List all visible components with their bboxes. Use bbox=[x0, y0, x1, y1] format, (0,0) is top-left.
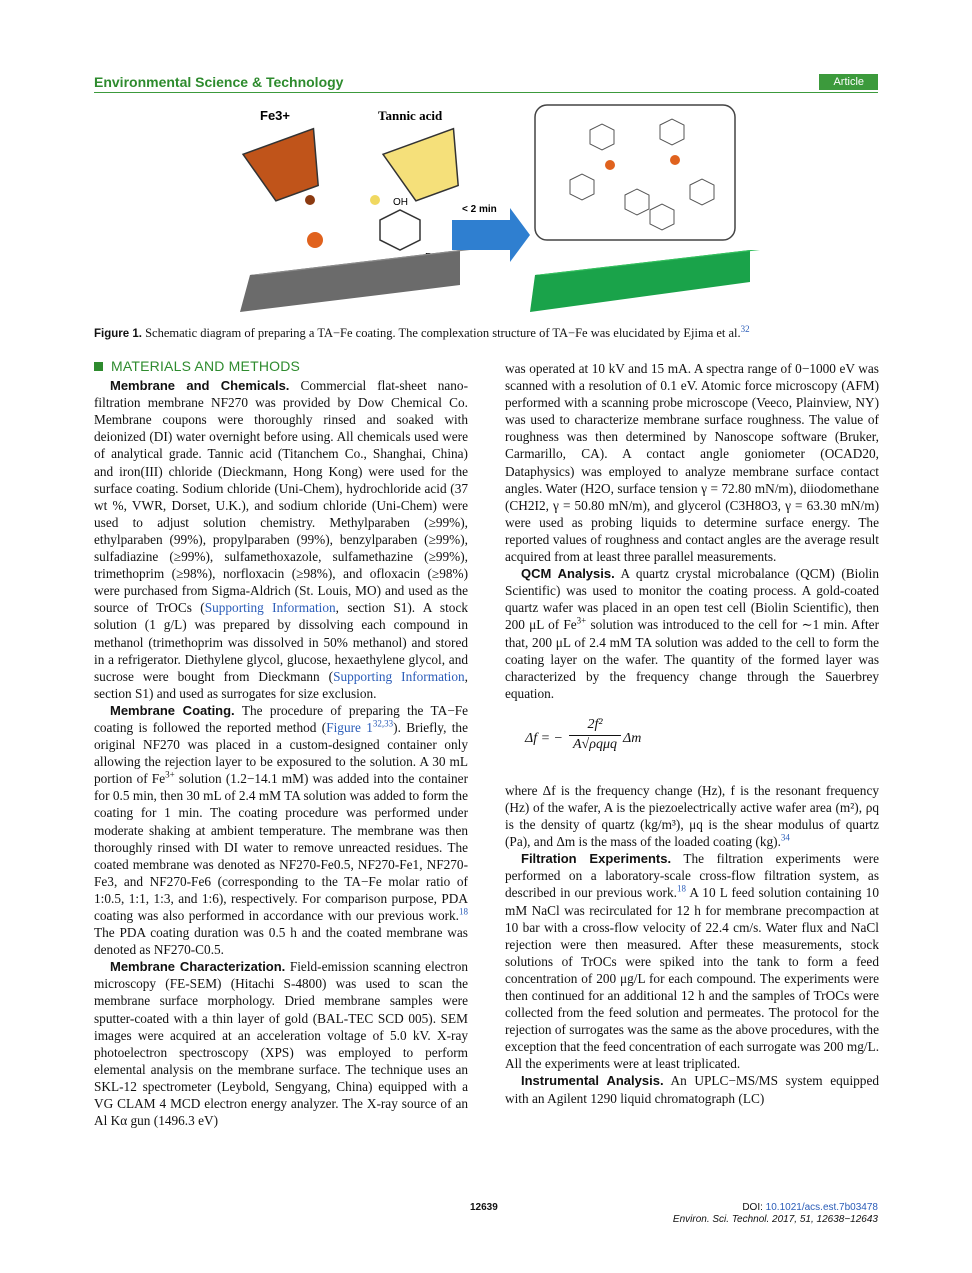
equation-numerator: 2f² bbox=[569, 716, 621, 736]
ta-ring bbox=[380, 210, 420, 250]
paragraph-qcm: QCM Analysis. A quartz crystal microbalance (QCM) (Biolin Scientific) was used to monitor the coating process. A gold-coated quartz wafer was placed in an open test cell (Biolin Scientific), then 200 μL of $Fe^{3+}$ solution was introduced to the cell for ∼1 min. After that, 200 μL of 2.4 mM TA solution was added to the cell to form the coating layer on the wafer. The quantity of the formed layer was characterized by the frequency change through the Sauerbrey equation. bbox=[505, 566, 880, 701]
section-square-icon bbox=[94, 362, 103, 371]
equation-rhs: Δm bbox=[623, 730, 642, 746]
paragraph-equation-terms: where Δf is the frequency change (Hz), f is the resonant frequency (Hz) of the wafer, A is the piezoelectrically active wafer area (m²), ρq is the density of quartz (kg/m³), μq is the shear modulus of quartz (Pa), and Δm is the mass of the loaded coating (kg).$^{34}$ bbox=[505, 782, 879, 850]
paragraph-membrane-characterization: Membrane Characterization. Field-emission scanning electron microscopy (FE-SEM) (Hitachi S-4800) was used to scan the membrane surface morphology. Dried membrane samples were sputter-coated with a thin layer of gold (BAL-TEC SCD 005). SEM images were acquired at an acceleration voltage of 5.0 kV. X-ray photoelectron spectroscopy (XPS) was employed to perform elemental analysis on the membrane surface. The technique uses an SKL-12 spectrometer (Leybold, Sengyang, China) equipped with a VG CLAM 4 MCD electron energy analyzer. The X-ray source of an Al Kα gun (1496.3 eV) bbox=[94, 959, 468, 1129]
fe-ion-circle bbox=[307, 232, 323, 248]
ref-18[interactable]: 18 bbox=[459, 906, 468, 917]
paragraph-filtration: Filtration Experiments. The filtration experiments were performed on a laboratory-scale cross-flow filtration system, as described in our previous work.$^{18}$ A 10 L feed solution containing 10 mM NaCl was recirculated for 12 h for membrane precompaction at 10 bar with a cross-flow velocity of 22.4 cm/s. Water flux and NaCl rejection were then measured. After these measurements, stock solutions of TrOCs were spiked into the tank to form a feed concentration of 200 μg/L for each compound. The experiments were then continued for an additional 12 h and the samples of TrOCs were collected from the feed solution and permeates. The protocol for the rejection of surrogates was the same as the above procedures, with the exception that the feed concentration of each surrogate was 200 mg/L. All the experiments were at least triplicated. bbox=[505, 851, 880, 1072]
sauerbrey-equation bbox=[505, 716, 879, 764]
fe-beaker bbox=[243, 129, 332, 206]
ref-34[interactable]: 34 bbox=[780, 832, 790, 843]
page-number: 12639 bbox=[470, 1202, 498, 1213]
equation-denominator: A√ρqμq bbox=[573, 736, 617, 752]
journal-title: Environmental Science & Technology bbox=[94, 74, 344, 90]
ref-32-33[interactable]: 32,33 bbox=[372, 718, 394, 729]
paragraph-membrane-coating: Membrane Coating. The procedure of preparing the TA−Fe coating is followed the reported method (Figure 1$^{32,33}$). Briefly, the original NF270 was placed in a custom-designed container only allowing the rejection layer to be exposured to the solution. A 30 mL portion of $Fe^{3+}$ solution (1.2−14.1 mM) was added into the container for 0.5 min, then 30 mL of 2.4 mM TA solution was added to form the coating for 1 min. The coating procedure was performed under moderate shaking at ambient temperature. The membrane was then thoroughly rinsed with DI water to remove unreacted residues. The coated membrane was denoted as NF270-Fe0.5, NF270-Fe1, NF270-Fe3, and NF270-Fe6 (corresponding to the TA−Fe molar ratio of 1:0.5, 1:1, 1:3, and 1:6), respectively. For comparison purpose, PDA coating was also performed in accordance with our previous work.$^{18}$ The PDA coating duration was 0.5 h and the coated membrane was denoted as NF270-C0.5. bbox=[94, 702, 468, 958]
tannic-beaker bbox=[370, 129, 472, 206]
fe-label: Fe3+ bbox=[260, 108, 290, 123]
equation-lhs: Δf = − bbox=[525, 730, 564, 746]
membrane-substrate bbox=[240, 250, 460, 312]
figure-caption bbox=[94, 323, 878, 342]
figure-label: Figure 1. bbox=[94, 328, 142, 340]
figure-1-link[interactable]: Figure 1 bbox=[326, 719, 373, 735]
time-label: < 2 min bbox=[462, 204, 497, 215]
page-header bbox=[94, 72, 878, 92]
left-column bbox=[94, 358, 468, 1129]
si-link-1[interactable]: Supporting Information bbox=[204, 600, 336, 616]
fe-node-2 bbox=[670, 155, 680, 165]
fe-node-1 bbox=[605, 160, 615, 170]
doi-link[interactable]: 10.1021/acs.est.7b03478 bbox=[765, 1202, 878, 1213]
process-arrow bbox=[452, 208, 530, 262]
complexation-inset bbox=[535, 105, 735, 240]
paragraph-xps-continued: was operated at 10 kV and 15 mA. A spectra range of 0−1000 eV was scanned with a resolution of 0.1 eV. Atomic force microscopy (AFM) performed with a scanning probe microscope (Veeco, Plainview, NY) was used to characterize membrane surface roughness. The value of roughness was then determined by Nanoscope software (Bruker, Carmarillo, CA). A contact angle goniometer (OCAD20, Dataphysics) was employed to analyze membrane surface contact angles. Water (H2O, surface tension γ = 72.80 mN/m), diiodomethane (CH2I2, γ = 50.80 mN/m), and glycerol (C3H8O3, γ = 63.30 mN/m) were used as probing liquids to determine surface energy. The reported values of roughness and contact angles are the average result acquired from at least three parallel measurements. bbox=[505, 361, 879, 565]
equation-fraction bbox=[569, 716, 621, 753]
si-link-2[interactable]: Supporting Information bbox=[333, 668, 465, 684]
doi-block: DOI: 10.1021/acs.est.7b03478 Environ. Sci. Technol. 2017, 51, 12638−12643 bbox=[672, 1202, 878, 1225]
section-heading: MATERIALS AND METHODS bbox=[94, 358, 468, 375]
figure-1-schematic bbox=[230, 100, 882, 322]
citation: Environ. Sci. Technol. 2017, 51, 12638−12643 bbox=[672, 1214, 878, 1225]
caption-ref[interactable]: 32 bbox=[740, 323, 750, 334]
page-footer bbox=[94, 1202, 878, 1242]
figure-caption-text: Schematic diagram of preparing a TA−Fe coating. The complexation structure of TA−Fe was elucidated by Ejima et al. bbox=[145, 326, 741, 340]
paragraph-membrane-chemicals: Membrane and Chemicals. Commercial flat-sheet nanofiltration membrane NF270 was provided by Dow Chemical Co. Membrane coupons were thoroughly rinsed and soaked with deionized (DI) water overnight before using. All chemicals used were of analytical grade. Tannic acid (Titanchem Co., Shanghai, China) and iron(III) chloride (Dieckmann, Hong Kong) were used for the surface coating. Sodium chloride (Uni-Chem), hydrochloride acid (37 wt %, VWR, Dorset, U.K.), and sodium chloride (Uni-Chem) were used to adjust solution chemistry. Methylparaben (≥99%), ethylparaben (99%), propylparaben (99%), benzylparaben (≥99%), sulfadiazine (≥99%), sulfamethoxazole, sulfamethazine (≥99%), trimethoprim (≥98%), norfloxacin (≥98%), and ofloxacin (≥98%) were purchased from Sigma-Aldrich (St. Louis, MO) and used as the source of TrOCs (Supporting Information, section S1). A stock solution (1 g/L) was prepared by dissolving each compound in methanol (trimethoprim was dissolved in 50% methanol) and stored in a refrigerator. Diethylene glycol, glucose, hexaethylene glycol, and sucrose were bought from Dieckmann (Supporting Information, section S1) and used as surrogates for size exclusion. bbox=[94, 378, 469, 701]
coated-membrane bbox=[530, 250, 750, 312]
article-badge: Article bbox=[819, 74, 878, 90]
paragraph-instrumental: Instrumental Analysis. An UPLC−MS/MS system equipped with an Agilent 1290 liquid chromatograph (LC) bbox=[505, 1073, 879, 1106]
right-column bbox=[505, 360, 879, 1107]
oh-label: OH bbox=[393, 197, 408, 208]
ref-18-b[interactable]: 18 bbox=[676, 884, 686, 895]
header-rule bbox=[94, 92, 878, 93]
tannic-acid-label: Tannic acid bbox=[378, 108, 443, 123]
